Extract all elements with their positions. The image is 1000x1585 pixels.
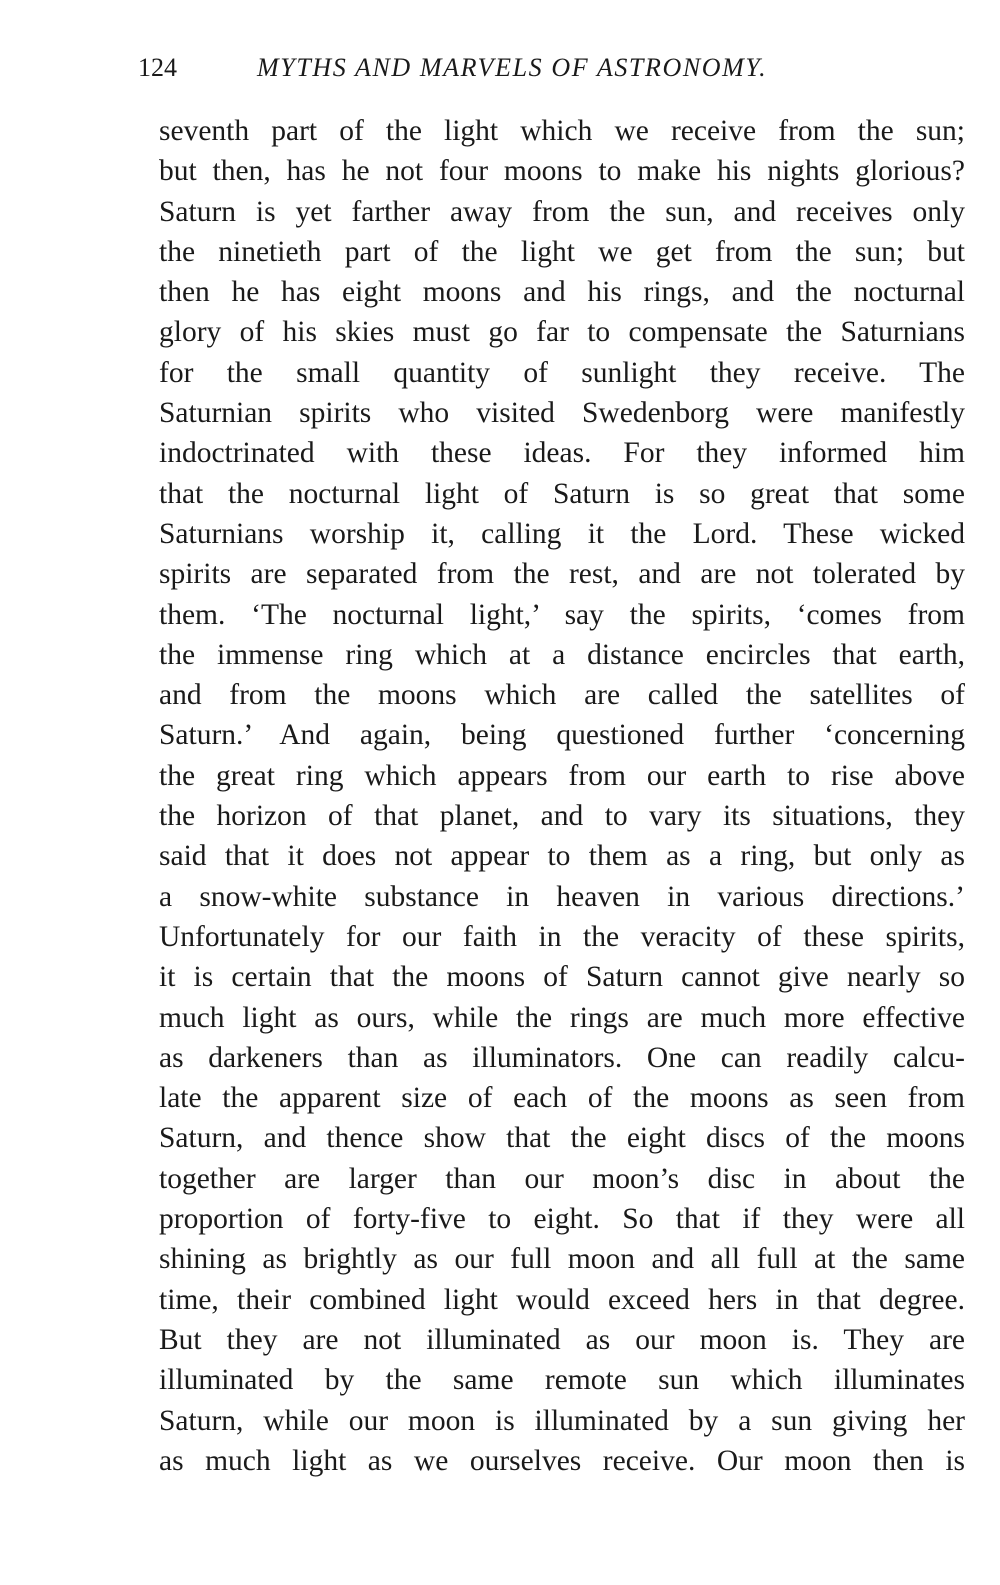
text-line: spirits are separated from the rest, and are not tolerated by: [159, 558, 965, 591]
text-line: as darkeners than as illuminators. One can readily calcu-: [159, 1041, 965, 1074]
text-line: much light as ours, while the rings are much more effective: [159, 1001, 965, 1034]
text-line: Saturn, while our moon is illuminated by a sun giving her: [159, 1404, 965, 1437]
text-line: but then, has he not four moons to make his nights glorious?: [159, 155, 965, 188]
text-line: Saturnians worship it, calling it the Lord. These wicked: [159, 517, 965, 550]
text-line: Saturn, and thence show that the eight discs of the moons: [159, 1122, 965, 1155]
text-line: Saturn.’ And again, being questioned further ‘concerning: [159, 719, 965, 752]
text-line: the horizon of that planet, and to vary its situations, they: [159, 800, 965, 833]
page-number: 124: [138, 53, 177, 82]
running-header: [138, 48, 968, 88]
text-line: seventh part of the light which we receive from the sun;: [159, 115, 965, 147]
running-title: MYTHS AND MARVELS OF ASTRONOMY.: [257, 53, 768, 82]
text-line: them. ‘The nocturnal light,’ say the spirits, ‘comes from: [159, 598, 965, 631]
text-line: then he has eight moons and his rings, and the nocturnal: [159, 276, 965, 309]
text-line: Saturnian spirits who visited Swedenborg were manifestly: [159, 397, 965, 430]
text-line: it is certain that the moons of Saturn cannot give nearly so: [159, 961, 965, 994]
text-line: the immense ring which at a distance encircles that earth,: [159, 638, 965, 671]
text-line: time, their combined light would exceed hers in that degree.: [159, 1283, 965, 1316]
text-line: indoctrinated with these ideas. For they informed him: [159, 437, 965, 470]
text-line: and from the moons which are called the satellites of: [159, 679, 965, 712]
text-line: illuminated by the same remote sun which illuminates: [159, 1364, 965, 1397]
text-line: proportion of forty-five to eight. So that if they were all: [159, 1203, 965, 1236]
text-line: Saturn is yet farther away from the sun, and receives only: [159, 195, 965, 228]
text-line: a snow-white substance in heaven in various directions.’: [159, 880, 965, 913]
text-line: that the nocturnal light of Saturn is so great that some: [159, 477, 965, 510]
text-line: for the small quantity of sunlight they receive. The: [159, 356, 965, 389]
text-line: together are larger than our moon’s disc in about the: [159, 1162, 965, 1195]
text-line: shining as brightly as our full moon and all full at the same: [159, 1243, 965, 1276]
text-line: But they are not illuminated as our moon is. They are: [159, 1323, 965, 1356]
text-line: late the apparent size of each of the moons as seen from: [159, 1082, 965, 1115]
text-line: glory of his skies must go far to compensate the Saturnians: [159, 316, 965, 349]
text-line: the ninetieth part of the light we get from the sun; but: [159, 235, 965, 268]
body-text: [159, 111, 965, 1481]
text-line: Unfortunately for our faith in the veracity of these spirits,: [159, 920, 965, 953]
text-line: the great ring which appears from our earth to rise above: [159, 759, 965, 792]
text-line: said that it does not appear to them as a ring, but only as: [159, 840, 965, 873]
text-line: as much light as we ourselves receive. Our moon then is: [159, 1444, 965, 1477]
